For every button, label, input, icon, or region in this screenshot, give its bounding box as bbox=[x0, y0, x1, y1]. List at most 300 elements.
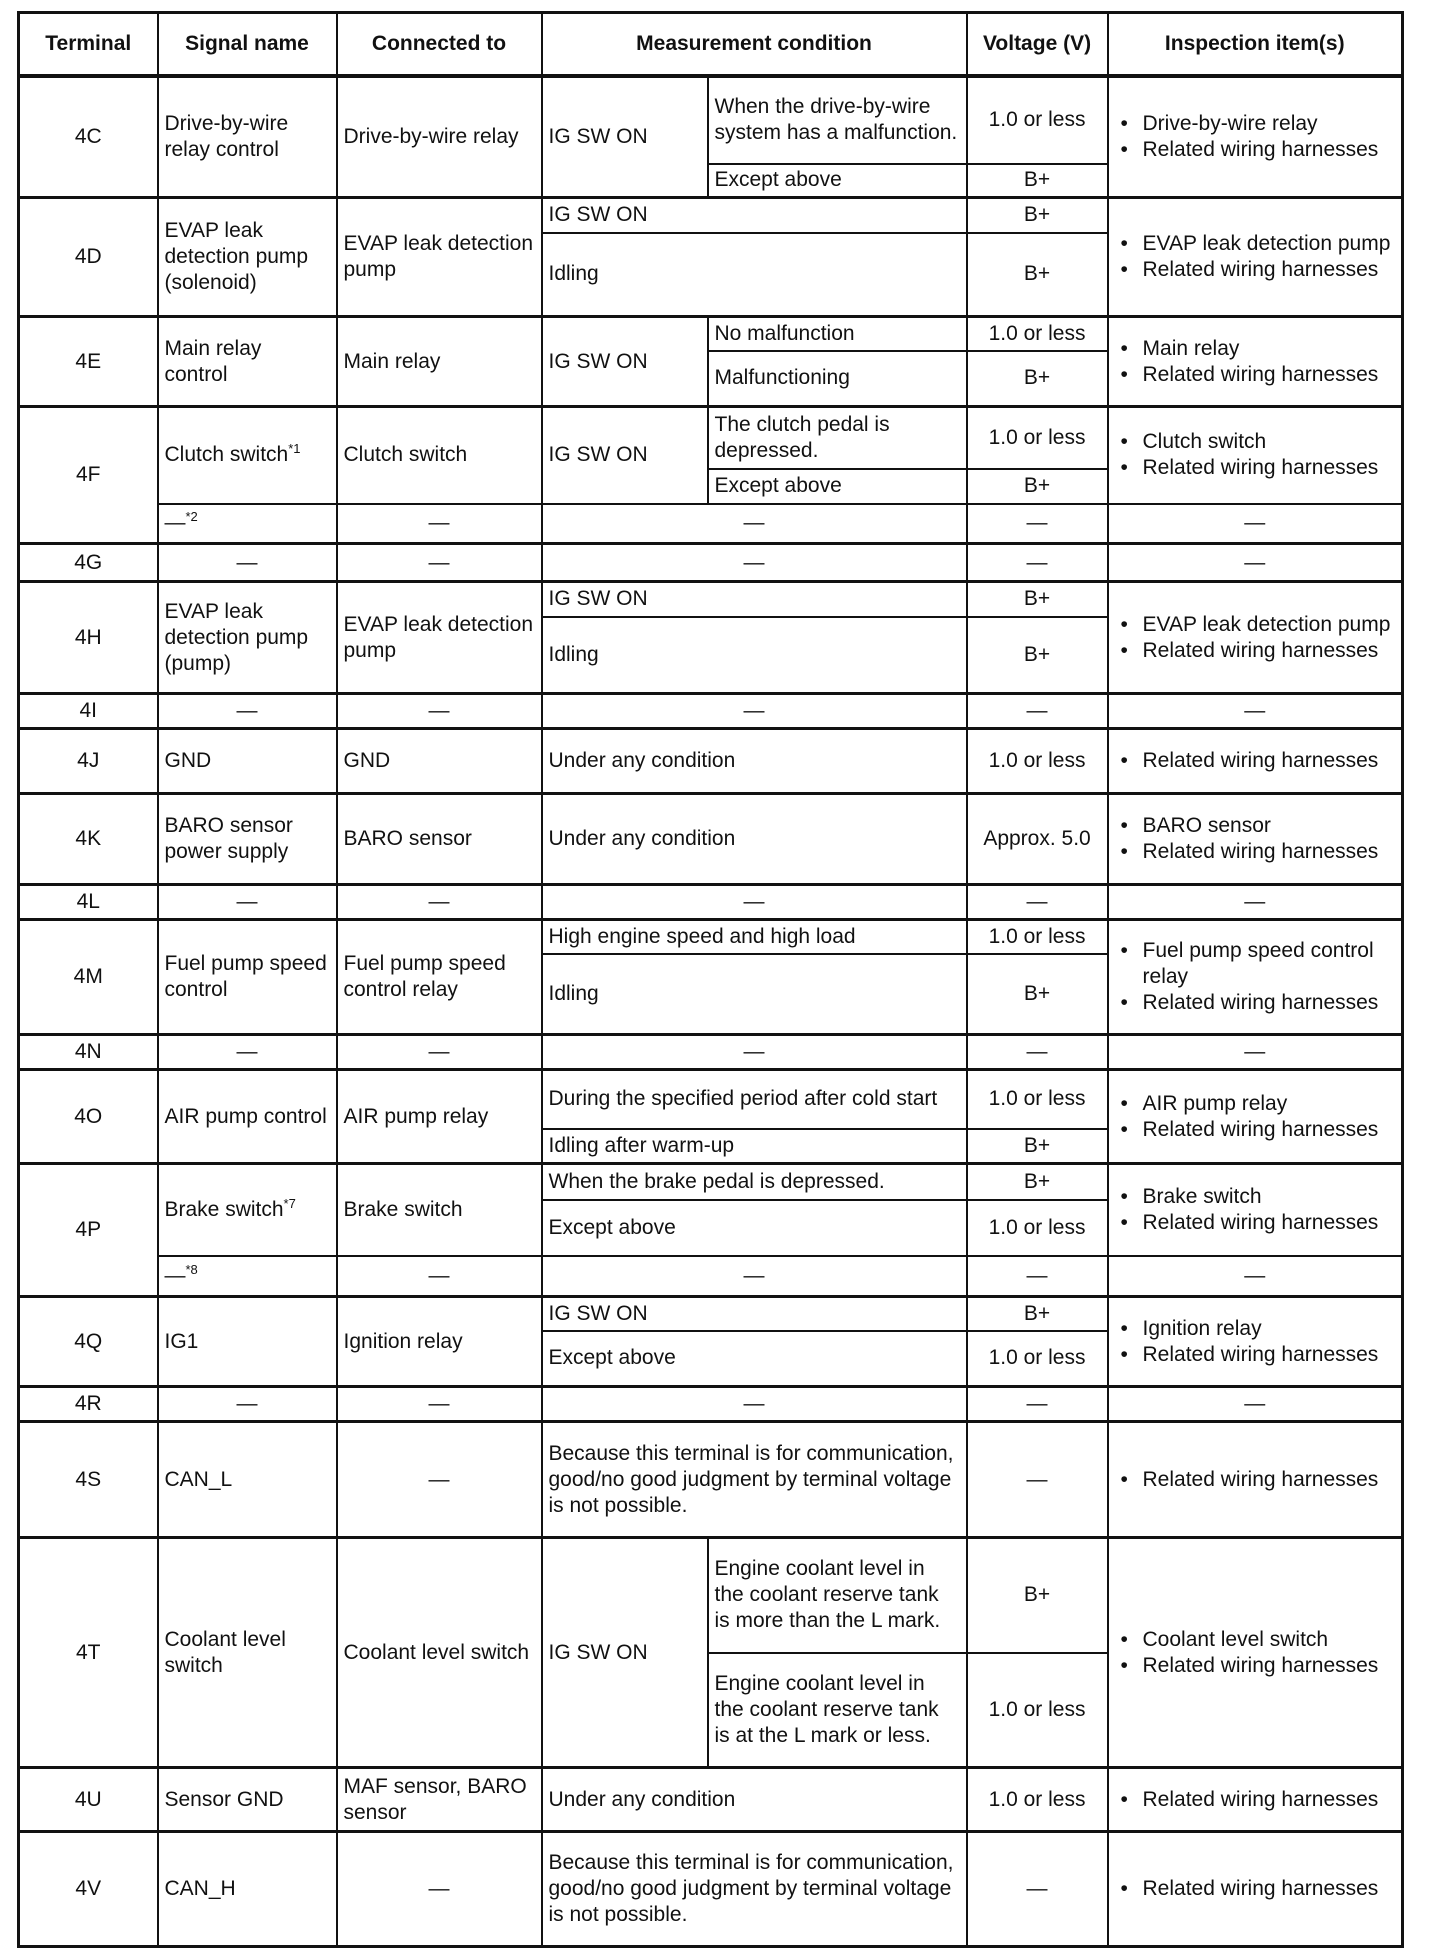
signal-text: Sensor GND bbox=[164, 1787, 284, 1811]
connected-cell bbox=[337, 1164, 542, 1256]
inspection-cell bbox=[1108, 1070, 1403, 1164]
voltage-cell bbox=[967, 1164, 1108, 1200]
inspection-list bbox=[1115, 1627, 1396, 1679]
table-row bbox=[19, 504, 1403, 544]
inspection-item: • Related wiring harnesses bbox=[1143, 455, 1396, 481]
inspection-item: • Related wiring harnesses bbox=[1143, 1467, 1396, 1493]
inspection-cell bbox=[1108, 694, 1403, 729]
signal-text: BARO sensor power supply bbox=[164, 814, 293, 863]
condition-text: Because this terminal is for communication, good/no good judgment by terminal voltage is not possible. bbox=[548, 1851, 954, 1926]
voltage-text: 1.0 or less bbox=[988, 1215, 1086, 1239]
inspection-cell bbox=[1108, 1832, 1403, 1947]
condition-cell bbox=[542, 920, 967, 954]
subcondition-text: Except above bbox=[714, 474, 842, 497]
term-cell bbox=[19, 582, 158, 694]
condition-text: Idling bbox=[548, 981, 599, 1005]
voltage-cell bbox=[967, 544, 1108, 582]
connected-text: Brake switch bbox=[343, 1197, 463, 1221]
term-cell bbox=[19, 198, 158, 317]
term-text: 4L bbox=[76, 890, 100, 913]
voltage-cell bbox=[967, 1200, 1108, 1256]
condition-cell bbox=[542, 694, 967, 729]
signal-cell bbox=[158, 1035, 337, 1070]
signal-cell bbox=[158, 1422, 337, 1538]
signal-cell bbox=[158, 76, 337, 198]
term-cell bbox=[19, 1538, 158, 1768]
condition-cell bbox=[542, 1070, 967, 1129]
inspection-item: • Related wiring harnesses bbox=[1143, 1210, 1396, 1236]
voltage-cell bbox=[967, 885, 1108, 920]
voltage-text: — bbox=[1026, 1263, 1048, 1287]
subcondition-cell bbox=[708, 351, 967, 407]
condition-cell bbox=[542, 1035, 967, 1070]
connected-cell bbox=[337, 920, 542, 1035]
header-signal-name: Signal name bbox=[158, 13, 337, 76]
signal-cell bbox=[158, 407, 337, 504]
inspection-item: • Related wiring harnesses bbox=[1143, 1117, 1396, 1143]
signal-text: — bbox=[164, 1263, 186, 1287]
voltage-cell bbox=[967, 1768, 1108, 1832]
inspection-item: • Clutch switch bbox=[1143, 429, 1396, 455]
voltage-cell bbox=[967, 76, 1108, 164]
voltage-cell bbox=[967, 729, 1108, 794]
subcondition-cell bbox=[708, 469, 967, 504]
inspection-text: — bbox=[1244, 699, 1266, 722]
connected-cell bbox=[337, 544, 542, 582]
connected-text: — bbox=[428, 1877, 450, 1900]
term-cell bbox=[19, 694, 158, 729]
condition-cell bbox=[542, 794, 967, 885]
term-text: 4E bbox=[75, 349, 102, 373]
voltage-cell bbox=[967, 582, 1108, 617]
condition-text: IG SW ON bbox=[548, 203, 648, 227]
connected-cell bbox=[337, 1070, 542, 1164]
inspection-item: • Related wiring harnesses bbox=[1143, 1876, 1396, 1902]
table-row bbox=[19, 76, 1403, 164]
condition-cell bbox=[542, 1164, 967, 1200]
signal-cell bbox=[158, 1256, 337, 1297]
condition-cell bbox=[542, 582, 967, 617]
condition-cell bbox=[542, 407, 708, 504]
term-text: 4C bbox=[74, 124, 102, 148]
voltage-text: B+ bbox=[1023, 262, 1051, 286]
inspection-cell bbox=[1108, 582, 1403, 694]
condition-text: IG SW ON bbox=[548, 443, 648, 467]
voltage-text: 1.0 or less bbox=[988, 1697, 1086, 1721]
voltage-text: — bbox=[1026, 1040, 1048, 1063]
condition-text: IG SW ON bbox=[548, 349, 648, 373]
voltage-cell bbox=[967, 1331, 1108, 1387]
subcondition-text: No malfunction bbox=[714, 321, 855, 345]
voltage-text: B+ bbox=[1023, 981, 1051, 1005]
connected-cell bbox=[337, 1297, 542, 1387]
condition-cell bbox=[542, 954, 967, 1035]
signal-text: CAN_H bbox=[164, 1877, 236, 1900]
signal-text: — bbox=[236, 890, 258, 913]
condition-cell bbox=[542, 1129, 967, 1164]
term-text: 4H bbox=[74, 625, 102, 649]
signal-text: — bbox=[236, 699, 258, 722]
inspection-text: — bbox=[1244, 1040, 1266, 1063]
condition-text: — bbox=[743, 550, 765, 574]
condition-cell bbox=[542, 76, 708, 198]
inspection-item: • Related wiring harnesses bbox=[1143, 257, 1396, 283]
signal-cell bbox=[158, 729, 337, 794]
voltage-text: — bbox=[1026, 1877, 1048, 1900]
term-text: 4J bbox=[77, 749, 100, 772]
condition-text: — bbox=[743, 699, 765, 722]
header-inspection-items: Inspection item(s) bbox=[1108, 13, 1403, 76]
inspection-list bbox=[1115, 813, 1396, 865]
condition-text: Idling bbox=[548, 642, 599, 666]
term-text: 4P bbox=[75, 1218, 102, 1241]
signal-text: Brake switch bbox=[164, 1197, 284, 1221]
voltage-text: B+ bbox=[1023, 474, 1051, 497]
term-text: 4N bbox=[74, 1040, 102, 1063]
voltage-text: B+ bbox=[1023, 642, 1051, 666]
table-row bbox=[19, 1070, 1403, 1129]
condition-cell bbox=[542, 504, 967, 544]
connected-cell bbox=[337, 582, 542, 694]
voltage-text: B+ bbox=[1023, 1583, 1051, 1607]
connected-cell bbox=[337, 1768, 542, 1832]
condition-cell bbox=[542, 198, 967, 233]
term-cell bbox=[19, 920, 158, 1035]
inspection-list bbox=[1115, 748, 1396, 774]
voltage-text: B+ bbox=[1023, 1301, 1051, 1325]
table-row bbox=[19, 198, 1403, 233]
inspection-item: • Fuel pump speed control relay bbox=[1143, 938, 1396, 990]
inspection-cell bbox=[1108, 920, 1403, 1035]
term-cell bbox=[19, 729, 158, 794]
voltage-text: B+ bbox=[1023, 203, 1051, 227]
condition-text: Idling after warm-up bbox=[548, 1133, 735, 1157]
voltage-cell bbox=[967, 1653, 1108, 1768]
inspection-cell bbox=[1108, 1538, 1403, 1768]
inspection-cell bbox=[1108, 544, 1403, 582]
voltage-text: 1.0 or less bbox=[988, 1087, 1086, 1111]
subcondition-text: Engine coolant level in the coolant reserve tank is more than the L mark. bbox=[714, 1557, 941, 1633]
subcondition-cell bbox=[708, 1653, 967, 1768]
condition-text: Under any condition bbox=[548, 827, 736, 850]
table-row bbox=[19, 1164, 1403, 1200]
voltage-cell bbox=[967, 954, 1108, 1035]
voltage-text: — bbox=[1026, 550, 1048, 574]
voltage-text: — bbox=[1026, 1392, 1048, 1415]
inspection-cell bbox=[1108, 794, 1403, 885]
subcondition-cell bbox=[708, 317, 967, 351]
connected-cell bbox=[337, 407, 542, 504]
connected-cell bbox=[337, 76, 542, 198]
inspection-item: • Ignition relay bbox=[1143, 1316, 1396, 1342]
subcondition-text: Engine coolant level in the coolant reserve tank is at the L mark or less. bbox=[714, 1671, 939, 1747]
condition-cell bbox=[542, 617, 967, 694]
inspection-cell bbox=[1108, 1164, 1403, 1256]
voltage-cell bbox=[967, 164, 1108, 198]
voltage-cell bbox=[967, 351, 1108, 407]
voltage-cell bbox=[967, 407, 1108, 469]
footnote-marker: *8 bbox=[185, 1261, 198, 1277]
voltage-cell bbox=[967, 920, 1108, 954]
inspection-list bbox=[1115, 336, 1396, 388]
condition-text: IG SW ON bbox=[548, 124, 648, 148]
table-row bbox=[19, 1832, 1403, 1947]
term-text: 4T bbox=[75, 1640, 101, 1664]
footnote-marker: *1 bbox=[288, 441, 301, 457]
connected-cell bbox=[337, 1538, 542, 1768]
voltage-cell bbox=[967, 1297, 1108, 1331]
term-text: 4U bbox=[74, 1787, 102, 1811]
term-cell bbox=[19, 1832, 158, 1947]
inspection-item: • Related wiring harnesses bbox=[1143, 362, 1396, 388]
inspection-item: • Coolant level switch bbox=[1143, 1627, 1396, 1653]
connected-text: EVAP leak detection pump bbox=[343, 612, 534, 662]
table-row bbox=[19, 544, 1403, 582]
condition-text: Except above bbox=[548, 1346, 676, 1370]
condition-cell bbox=[542, 729, 967, 794]
condition-cell bbox=[542, 1297, 967, 1331]
voltage-text: — bbox=[1026, 1467, 1048, 1491]
voltage-cell bbox=[967, 794, 1108, 885]
inspection-cell bbox=[1108, 407, 1403, 504]
condition-text: IG SW ON bbox=[548, 1301, 648, 1325]
inspection-text: — bbox=[1244, 1263, 1266, 1287]
header-voltage: Voltage (V) bbox=[967, 13, 1108, 76]
inspection-list bbox=[1115, 1184, 1396, 1236]
subcondition-cell bbox=[708, 164, 967, 198]
table-row bbox=[19, 1035, 1403, 1070]
connected-text: Clutch switch bbox=[343, 443, 468, 467]
signal-text: Coolant level switch bbox=[164, 1627, 286, 1677]
voltage-text: 1.0 or less bbox=[988, 1787, 1086, 1811]
signal-text: IG1 bbox=[164, 1329, 199, 1353]
inspection-item: • Related wiring harnesses bbox=[1143, 1342, 1396, 1368]
condition-cell bbox=[542, 317, 708, 407]
condition-text: During the specified period after cold start bbox=[548, 1087, 938, 1111]
voltage-text: 1.0 or less bbox=[988, 924, 1086, 948]
signal-cell bbox=[158, 1297, 337, 1387]
signal-text: Clutch switch bbox=[164, 443, 289, 467]
inspection-text: — bbox=[1244, 550, 1266, 574]
connected-cell bbox=[337, 1256, 542, 1297]
signal-text: — bbox=[164, 511, 186, 535]
condition-text: When the brake pedal is depressed. bbox=[548, 1169, 885, 1193]
footnote-marker: *7 bbox=[283, 1195, 296, 1211]
term-text: 4K bbox=[75, 827, 102, 850]
header-row bbox=[19, 13, 1403, 76]
condition-cell bbox=[542, 544, 967, 582]
voltage-text: 1.0 or less bbox=[988, 321, 1086, 345]
table-row bbox=[19, 1768, 1403, 1832]
connected-cell bbox=[337, 1035, 542, 1070]
condition-text: Under any condition bbox=[548, 1787, 736, 1811]
term-text: 4F bbox=[75, 463, 101, 486]
voltage-cell bbox=[967, 469, 1108, 504]
table-row bbox=[19, 1256, 1403, 1297]
connected-text: AIR pump relay bbox=[343, 1104, 489, 1128]
connected-text: EVAP leak detection pump bbox=[343, 232, 534, 281]
term-text: 4D bbox=[74, 245, 102, 268]
inspection-item: • Main relay bbox=[1143, 336, 1396, 362]
voltage-cell bbox=[967, 1422, 1108, 1538]
connected-cell bbox=[337, 729, 542, 794]
voltage-text: — bbox=[1026, 511, 1048, 535]
inspection-cell bbox=[1108, 729, 1403, 794]
inspection-list bbox=[1115, 111, 1396, 163]
inspection-cell bbox=[1108, 1035, 1403, 1070]
signal-cell bbox=[158, 317, 337, 407]
inspection-list bbox=[1115, 1316, 1396, 1368]
header-measurement-condition: Measurement condition bbox=[542, 13, 967, 76]
connected-text: — bbox=[428, 1263, 450, 1287]
voltage-text: 1.0 or less bbox=[988, 108, 1086, 131]
voltage-cell bbox=[967, 1129, 1108, 1164]
header-terminal: Terminal bbox=[19, 13, 158, 76]
inspection-list bbox=[1115, 1876, 1396, 1902]
connected-text: BARO sensor bbox=[343, 827, 472, 850]
inspection-item: • Drive-by-wire relay bbox=[1143, 111, 1396, 137]
inspection-item: • Related wiring harnesses bbox=[1143, 839, 1396, 865]
condition-cell bbox=[542, 885, 967, 920]
condition-text: High engine speed and high load bbox=[548, 924, 856, 948]
voltage-text: 1.0 or less bbox=[988, 1346, 1086, 1370]
signal-text: — bbox=[236, 550, 258, 574]
condition-cell bbox=[542, 1832, 967, 1947]
subcondition-text: Malfunctioning bbox=[714, 366, 850, 390]
term-text: 4O bbox=[74, 1104, 103, 1128]
table-row bbox=[19, 885, 1403, 920]
term-cell bbox=[19, 1387, 158, 1422]
signal-text: Fuel pump speed control bbox=[164, 952, 327, 1001]
inspection-cell bbox=[1108, 1256, 1403, 1297]
connected-cell bbox=[337, 885, 542, 920]
table-row bbox=[19, 317, 1403, 351]
term-cell bbox=[19, 1297, 158, 1387]
connected-text: — bbox=[428, 511, 450, 535]
condition-cell bbox=[542, 1538, 708, 1768]
inspection-cell bbox=[1108, 1768, 1403, 1832]
subcondition-text: The clutch pedal is depressed. bbox=[714, 412, 890, 462]
signal-text: EVAP leak detection pump (solenoid) bbox=[164, 219, 309, 294]
term-cell bbox=[19, 1164, 158, 1297]
connected-cell bbox=[337, 694, 542, 729]
signal-cell bbox=[158, 1387, 337, 1422]
condition-text: Except above bbox=[548, 1215, 676, 1239]
term-text: 4G bbox=[74, 550, 103, 574]
inspection-text: — bbox=[1244, 511, 1266, 535]
connected-cell bbox=[337, 1832, 542, 1947]
inspection-cell bbox=[1108, 76, 1403, 198]
inspection-cell bbox=[1108, 885, 1403, 920]
term-cell bbox=[19, 1070, 158, 1164]
connected-cell bbox=[337, 1387, 542, 1422]
voltage-text: 1.0 or less bbox=[988, 749, 1086, 772]
condition-text: — bbox=[743, 1392, 765, 1415]
condition-cell bbox=[542, 1422, 967, 1538]
inspection-item: • Related wiring harnesses bbox=[1143, 1653, 1396, 1679]
inspection-list bbox=[1115, 1467, 1396, 1493]
condition-text: — bbox=[743, 1040, 765, 1063]
table-row bbox=[19, 1422, 1403, 1538]
connected-cell bbox=[337, 794, 542, 885]
signal-cell bbox=[158, 504, 337, 544]
term-cell bbox=[19, 1422, 158, 1538]
condition-text: Under any condition bbox=[548, 749, 736, 772]
inspection-list bbox=[1115, 612, 1396, 664]
inspection-item: • Related wiring harnesses bbox=[1143, 990, 1396, 1016]
voltage-text: B+ bbox=[1023, 366, 1051, 390]
connected-text: — bbox=[428, 1467, 450, 1491]
signal-cell bbox=[158, 920, 337, 1035]
voltage-text: B+ bbox=[1023, 587, 1051, 611]
term-text: 4I bbox=[79, 699, 97, 722]
signal-text: Main relay control bbox=[164, 336, 262, 386]
signal-cell bbox=[158, 1832, 337, 1947]
subcondition-cell bbox=[708, 407, 967, 469]
condition-text: — bbox=[743, 511, 765, 535]
condition-cell bbox=[542, 1200, 967, 1256]
connected-text: — bbox=[428, 550, 450, 574]
connected-cell bbox=[337, 1422, 542, 1538]
inspection-item: • Related wiring harnesses bbox=[1143, 1787, 1396, 1813]
term-text: 4R bbox=[74, 1392, 102, 1415]
inspection-text: — bbox=[1244, 890, 1266, 913]
inspection-item: • Related wiring harnesses bbox=[1143, 137, 1396, 163]
connected-cell bbox=[337, 198, 542, 317]
signal-cell bbox=[158, 1070, 337, 1164]
inspection-item: • Related wiring harnesses bbox=[1143, 748, 1396, 774]
condition-text: — bbox=[743, 1263, 765, 1287]
term-text: 4M bbox=[73, 965, 103, 988]
signal-cell bbox=[158, 794, 337, 885]
connected-text: — bbox=[428, 890, 450, 913]
voltage-text: B+ bbox=[1023, 1169, 1051, 1193]
subcondition-text: Except above bbox=[714, 168, 842, 192]
table-row bbox=[19, 729, 1403, 794]
signal-cell bbox=[158, 1164, 337, 1256]
signal-text: GND bbox=[164, 749, 212, 772]
signal-cell bbox=[158, 544, 337, 582]
connected-text: Fuel pump speed control relay bbox=[343, 952, 506, 1001]
connected-text: MAF sensor, BARO sensor bbox=[343, 1774, 527, 1824]
signal-cell bbox=[158, 198, 337, 317]
term-cell bbox=[19, 794, 158, 885]
connected-text: — bbox=[428, 1392, 450, 1415]
inspection-list bbox=[1115, 231, 1396, 283]
connected-text: — bbox=[428, 699, 450, 722]
table-row bbox=[19, 694, 1403, 729]
term-text: 4S bbox=[75, 1467, 102, 1491]
term-cell bbox=[19, 1768, 158, 1832]
signal-text: EVAP leak detection pump (pump) bbox=[164, 599, 309, 675]
table-row bbox=[19, 1297, 1403, 1331]
voltage-text: — bbox=[1026, 890, 1048, 913]
connected-text: GND bbox=[343, 749, 391, 772]
voltage-text: — bbox=[1026, 699, 1048, 722]
terminal-inspection-table bbox=[17, 11, 1404, 1948]
voltage-cell bbox=[967, 233, 1108, 317]
inspection-list bbox=[1115, 1787, 1396, 1813]
connected-cell bbox=[337, 317, 542, 407]
signal-text: Drive-by-wire relay control bbox=[164, 111, 289, 161]
inspection-cell bbox=[1108, 1387, 1403, 1422]
inspection-item: • EVAP leak detection pump bbox=[1143, 231, 1396, 257]
signal-cell bbox=[158, 885, 337, 920]
voltage-cell bbox=[967, 694, 1108, 729]
condition-cell bbox=[542, 1256, 967, 1297]
table-row bbox=[19, 1387, 1403, 1422]
voltage-text: Approx. 5.0 bbox=[983, 827, 1091, 850]
